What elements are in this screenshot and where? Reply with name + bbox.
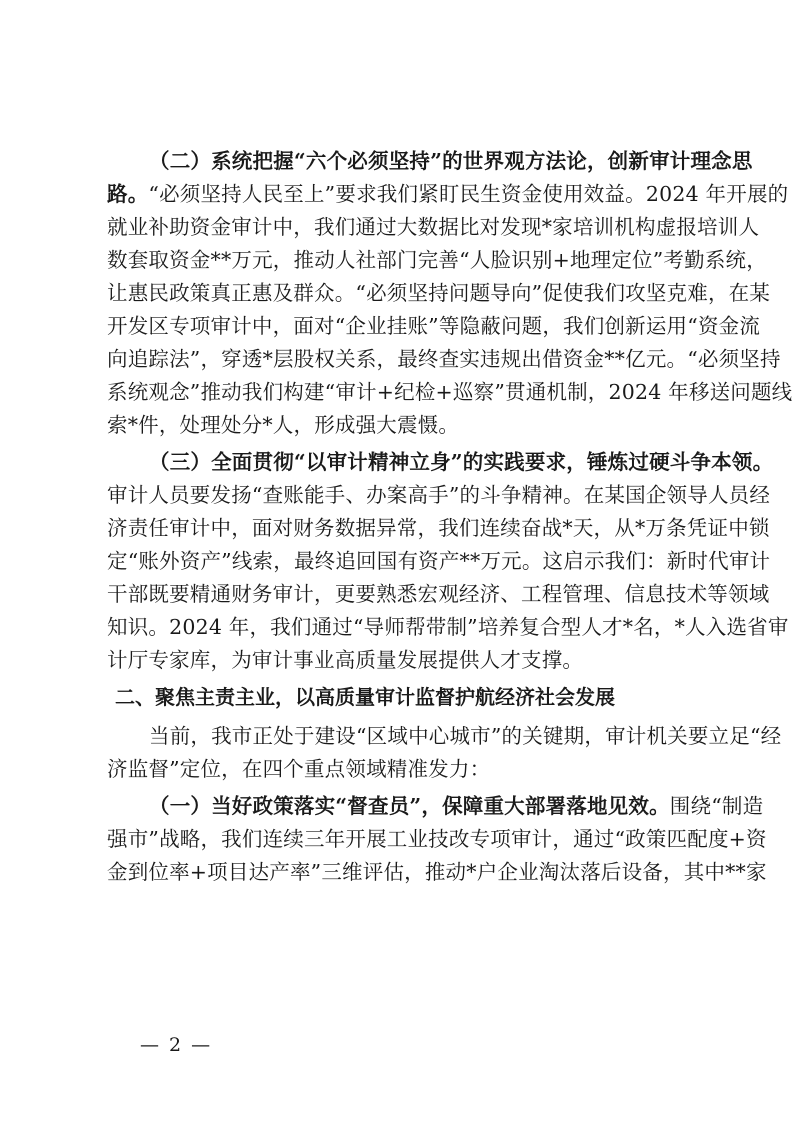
text-line (107, 823, 767, 856)
text-line (107, 479, 771, 512)
paragraph-policy-inspector (107, 790, 767, 889)
paragraph-current-situation (107, 720, 782, 786)
text-line (107, 512, 770, 545)
text-line (107, 178, 789, 211)
text-line (107, 720, 782, 753)
body-text: 围绕“制造 (669, 794, 764, 818)
text-line (107, 343, 781, 376)
bold-lead-text: （二）系统把握“六个必须坚持”的世界观方法论，创新审计理念思 (149, 149, 753, 173)
paragraph-system-methodology (107, 145, 793, 442)
text-line (107, 644, 708, 677)
bold-lead-text: （一）当好政策落实“督查员”，保障重大部署落地见效。 (149, 794, 670, 818)
text-line (107, 145, 753, 178)
paragraph-audit-spirit (107, 446, 789, 677)
body-text: 让惠民政策真正惠及群众。“必须坚持问题导向”促使我们攻坚克难，在某 (107, 281, 771, 305)
body-text: 系统观念”推动我们构建“审计+纪检+巡察”贯通机制，2024 年移送问题线 (107, 380, 793, 404)
body-text: 数套取资金**万元，推动人社部门完善“人脸识别+地理定位”考勤系统， (107, 248, 767, 272)
body-text: 当前，我市正处于建设“区域中心城市”的关键期，审计机关要立足“经 (149, 724, 782, 748)
body-text: “必须坚持人民至上”要求我们紧盯民生资金使用效益。2024 年开展的 (148, 182, 789, 206)
body-text: 向追踪法”，穿透*层股权关系，最终查实违规出借资金**亿元。“必须坚持 (107, 347, 781, 371)
body-text: 审计人员要发扬“查账能手、办案高手”的斗争精神。在某国企领导人员经 (107, 483, 771, 507)
body-text: 开发区专项审计中，面对“企业挂账”等隐蔽问题，我们创新运用“资金流 (107, 314, 761, 338)
body-text: 知识。2024 年，我们通过“导师帮带制”培养复合型人才*名，*人入选省审 (107, 615, 789, 639)
body-text: 计厅专家库，为审计事业高质量发展提供人才支撑。 (107, 648, 584, 672)
text-line (107, 244, 767, 277)
text-line (107, 446, 774, 479)
document-body (107, 145, 793, 893)
body-text: 济监督”定位，在四个重点领域精准发力： (107, 757, 491, 781)
text-line (107, 753, 708, 786)
text-line (107, 310, 761, 343)
body-text: 就业补助资金审计中，我们通过大数据比对发现*家培训机构虚报培训人 (107, 215, 760, 239)
text-line (107, 409, 708, 442)
body-text: 金到位率+项目达产率”三维评估，推动*户企业淘汰落后设备，其中**家 (107, 860, 767, 884)
text-line (107, 545, 771, 578)
section-heading: 二、聚焦主责主业，以高质量审计监督护航经济社会发展 (115, 685, 615, 709)
bold-lead-text: 路。 (107, 182, 149, 206)
bold-lead-text: （三）全面贯彻“以审计精神立身”的实践要求，锤炼过硬斗争本领。 (149, 450, 774, 474)
body-text: 济责任审计中，面对财务数据异常，我们连续奋战*天，从*万条凭证中锁 (107, 516, 770, 540)
body-text: 定“账外资产”线索，最终追回国有资产**万元。这启示我们：新时代审计 (107, 549, 771, 573)
text-line (107, 277, 771, 310)
body-text: 干部既要精通财务审计，更要熟悉宏观经济、工程管理、信息技术等领域 (107, 582, 770, 606)
text-line (107, 611, 789, 644)
body-text: 强市”战略，我们连续三年开展工业技改专项审计，通过“政策匹配度+资 (107, 827, 767, 851)
text-line (107, 790, 764, 823)
text-line (107, 376, 793, 409)
text-line (107, 856, 767, 889)
text-line (107, 578, 770, 611)
text-line (107, 211, 760, 244)
body-text: 索*件，处理处分*人，形成强大震慑。 (107, 413, 460, 437)
page-number: — 2 — (140, 1034, 213, 1056)
